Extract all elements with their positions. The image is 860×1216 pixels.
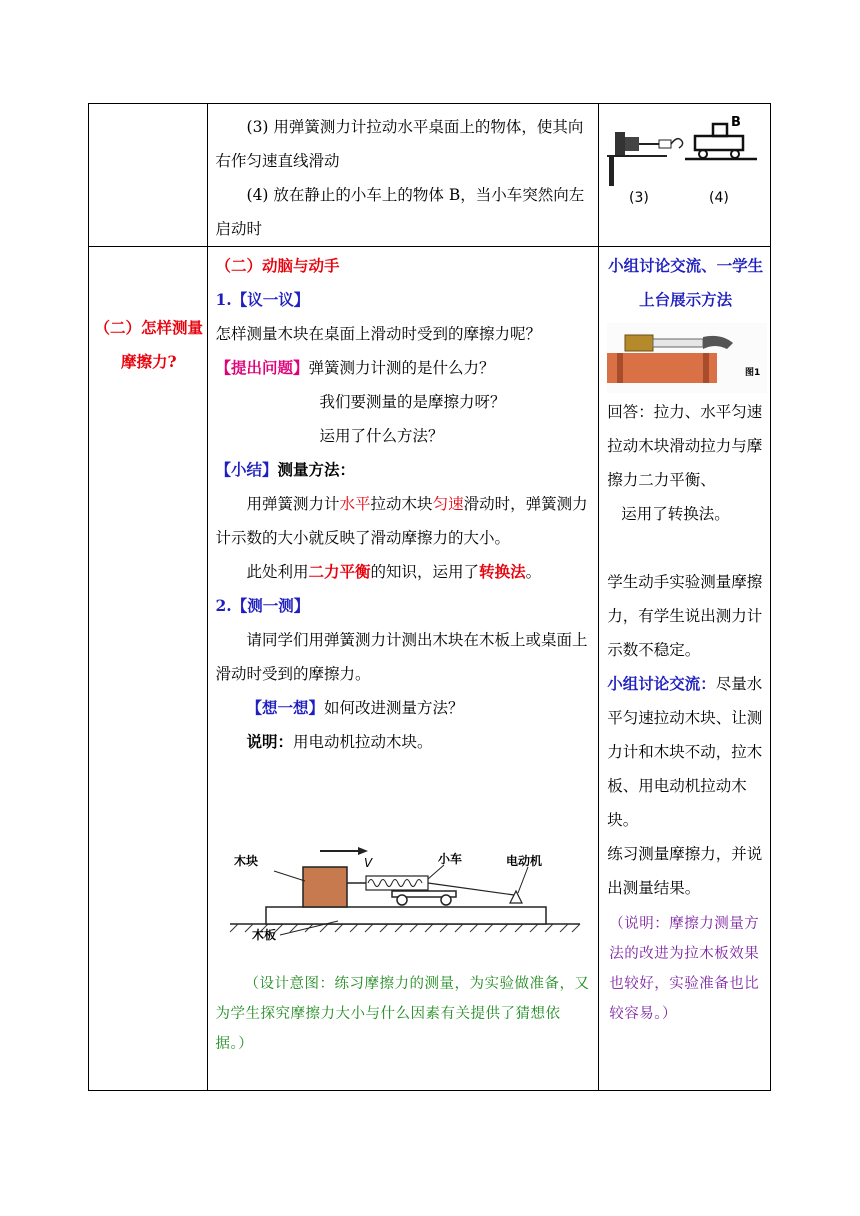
fig-label-b: B <box>731 115 742 130</box>
method-text: 用弹簧测力计水平拉动木块匀速滑动时，弹簧测力计示数的大小就反映了滑动摩擦力的大小。 <box>215 495 588 547</box>
item1-heading: 1.【议一议】 <box>215 290 310 309</box>
explain-note: （说明：摩擦力测量方法的改进为拉木板效果也较好，实验准备也比较容易。） <box>609 916 760 1022</box>
row1-figure-cell <box>599 104 771 247</box>
explain-text: 说明：用电动机拉动木块。 <box>246 732 433 751</box>
table-row <box>89 104 771 247</box>
row2-left-cell <box>89 247 208 1091</box>
fig-label-block: 木块 <box>233 854 258 868</box>
fig-label-4: (4) <box>709 190 730 206</box>
row1-content-cell <box>207 104 599 247</box>
table-row <box>89 247 771 1091</box>
fig-label-velocity: V <box>363 856 372 870</box>
group-discussion-text: 小组讨论交流：尽量水平匀速拉动木块、让测力计和木块不动，拉木板、用电动机拉动木块。 <box>607 674 763 829</box>
row2-student-cell <box>599 247 771 1091</box>
question-2: 我们要测量的是摩擦力呀？ <box>319 393 506 411</box>
answer-text-2: 运用了转换法。 <box>621 505 730 523</box>
lesson-table <box>88 103 771 1091</box>
section-title: （二）动脑与动手 <box>215 256 340 275</box>
raise-question: 【提出问题】弹簧测力计测的是什么力？ <box>215 358 495 377</box>
student-experiment-text: 学生动手实验测量摩擦力，有学生说出测力计示数不稳定。 <box>607 573 763 659</box>
balance-text: 此处利用二力平衡的知识，运用了转换法。 <box>246 562 542 581</box>
examples-figure <box>599 104 770 242</box>
question-3: 运用了什么方法？ <box>319 427 444 445</box>
motor-experiment-figure <box>208 811 598 941</box>
design-note: （设计意图：练习摩擦力的测量，为实验做准备，又为学生探究摩擦力大小与什么因素有关提供了猜想依据。） <box>215 976 590 1052</box>
summary-heading: 【小结】测量方法： <box>215 460 356 479</box>
measure-text: 请同学们用弹簧测力计测出木块在木板上或桌面上滑动时受到的摩擦力。 <box>215 631 588 683</box>
activity-title: 小组讨论交流、一学生上台展示方法 <box>608 256 764 309</box>
section-topic: （二）怎样测量摩擦力? <box>94 318 204 371</box>
fig1-label: 图1 <box>745 368 761 378</box>
fig-label-board: 木板 <box>251 928 276 941</box>
think-text: 【想一想】如何改进测量方法？ <box>246 698 464 717</box>
fig-label-cart: 小车 <box>437 852 462 866</box>
fig-label-motor: 电动机 <box>505 854 542 868</box>
item2-heading: 2.【测一测】 <box>215 596 310 615</box>
example-3-text: (3) 用弹簧测力计拉动水平桌面上的物体，使其向右作匀速直线滑动 <box>215 118 584 170</box>
row2-content-cell <box>207 247 599 1091</box>
fig-label-3: (3) <box>629 190 650 206</box>
answer-text: 回答：拉力、水平匀速拉动木块滑动拉力与摩擦力二力平衡、 <box>607 403 763 489</box>
question-text: 怎样测量木块在桌面上滑动时受到的摩擦力呢？ <box>215 325 542 343</box>
figure-1-photo <box>607 323 767 393</box>
row1-left-cell <box>89 104 208 247</box>
practice-text: 练习测量摩擦力，并说出测量结果。 <box>607 845 763 897</box>
example-4-text: (4) 放在静止的小车上的物体 B，当小车突然向左启动时 <box>215 186 585 238</box>
